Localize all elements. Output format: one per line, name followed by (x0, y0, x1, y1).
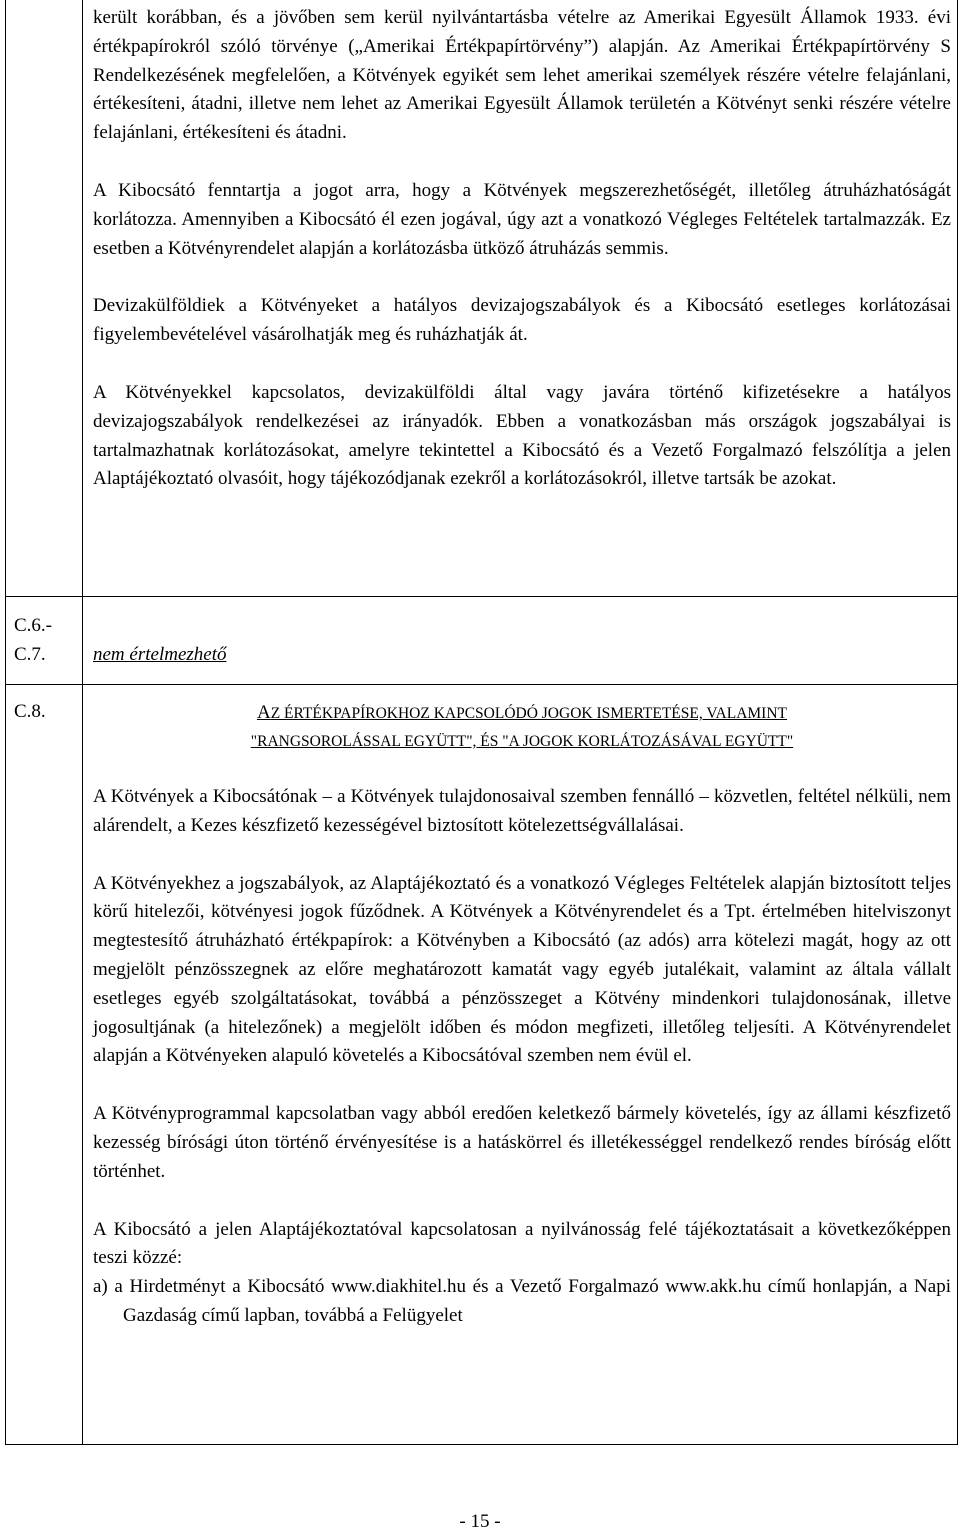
heading-text: "RANGSOROLÁSSAL EGYÜTT", ÉS "A JOGOK KORLÁTOZÁSÁVAL EGYÜTT" (250, 733, 794, 750)
row-divider (6, 596, 957, 597)
row-3-content (93, 699, 951, 1331)
section-label-line: C.7. (14, 644, 46, 665)
section-label: C.8. (14, 701, 46, 722)
section-label-line: C.6.- (14, 615, 52, 636)
paragraph: A Kötvényekkel kapcsolatos, devizakülföldi által vagy javára történő kifizetésekre a hatályos devizajogszabályok rendelkezései az irányadók. Ebben a vonatkozásban más országok jogszabályai is tartalmazhatnak korlátozásokat, amelyre tekintettel a Kibocsátó és a Vezető Forgalmazó felszólítja a jelen Alaptájékoztató olvasóit, hogy tájékozódjanak ezekről a korlátozásokról, illetve tartsák be azokat. (93, 381, 951, 490)
column-divider (82, 0, 83, 1444)
paragraph: A Kötvényekhez a jogszabályok, az Alaptájékoztató és a vonatkozó Végleges Feltételek alapján biztosított teljes körű hitelezői, kötvényesi jogok fűződnek. A Kötvények a Kötvényrendelet és a Tpt. értelmében hitelviszonyt megtestesítő átruházható értékpapírok: a Kötvényben a Kibocsátó (az adós) arra kötelezi magát, hogy az ott megjelölt pénzösszegnek az előre meghatározott kamatát vagy egyéb jutalékait, valamint az általa vállalt esetleges egyéb szolgáltatásokat, továbbá a pénzösszeget a Kötvény mindenkori tulajdonosának, illetve jogosultjának (a hitelezőnek) a megjelölt időben és módon megfizeti, illetőleg teljesíti. A Kötvényrendelet alapján a Kötvényeken alapuló követelés a Kibocsátóval szemben nem évül el. (93, 872, 951, 1067)
paragraph: Devizakülföldiek a Kötvényeket a hatályos devizajogszabályok és a Kibocsátó esetleges korlátozásai figyelembevételével vásárolhatják meg és ruházhatják át. (93, 295, 951, 346)
row-divider (6, 684, 957, 685)
section-heading (93, 699, 951, 756)
page-number: - 15 - (459, 1511, 501, 1532)
paragraph: A Kibocsátó fenntartja a jogot arra, hogy a Kötvények megszerezhetőségét, illetőleg átruházhatóságát korlátozza. Amennyiben a Kibocsátó él ezen jogával, úgy azt a vonatkozó Végleges Feltételek tartalmazzák. Ez esetben a Kötvényrendelet alapján a korlátozásba ütköző átruházás semmis. (93, 179, 951, 259)
paragraph: A Kötvények a Kibocsátónak – a Kötvények tulajdonosaival szemben fennálló – közvetlen, feltétel nélküli, nem alárendelt, a Kezes készfizető kezességével biztosított kötelezettségvállalásai. (93, 786, 951, 836)
paragraph: A Kötvényprogrammal kapcsolatban vagy abból eredően keletkező bármely követelés, így az állami készfizető kezesség bírósági úton történő érvényesítése is a hatáskörrel és illetékességgel rendelkező rendes bíróság előtt történhet. (93, 1103, 951, 1182)
paragraph: került korábban, és a jövőben sem kerül nyilvántartásba vételre az Amerikai Egyesült Államok 1933. évi értékpapírokról szóló törvénye („Amerikai Értékpapírtörvény”) alapján. Az Amerikai Értékpapírtörvény S Rendelkezésének megfelelően, a Kötvények egyikét sem lehet amerikai személyek részére vételre felajánlani, értékesíteni, átadni, illetve nem lehet az Amerikai Egyesült Államok területén a Kötvényt senki részére vételre felajánlani, értékesíteni és átadni. (93, 7, 951, 144)
paragraph: A Kibocsátó a jelen Alaptájékoztatóval kapcsolatosan a nyilvánosság felé tájékoztatásait a következőképpen teszi közzé: (93, 1218, 951, 1269)
not-applicable-text: nem értelmezhető (93, 644, 227, 665)
row-1-content (93, 4, 951, 494)
list-item: a) a Hirdetményt a Kibocsátó www.diakhitel.hu és a Vezető Forgalmazó www.akk.hu című honlapján, a Napi Gazdaság című lapban, továbbá a Felügyelet (93, 1276, 951, 1326)
document-table (5, 0, 958, 1445)
section-label (14, 611, 52, 669)
heading-initial: A (256, 702, 271, 723)
heading-text: Z ÉRTÉKPAPÍROKHOZ KAPCSOLÓDÓ JOGOK ISMERTETÉSE, VALAMINT (270, 705, 787, 722)
row-2-content (93, 640, 951, 669)
